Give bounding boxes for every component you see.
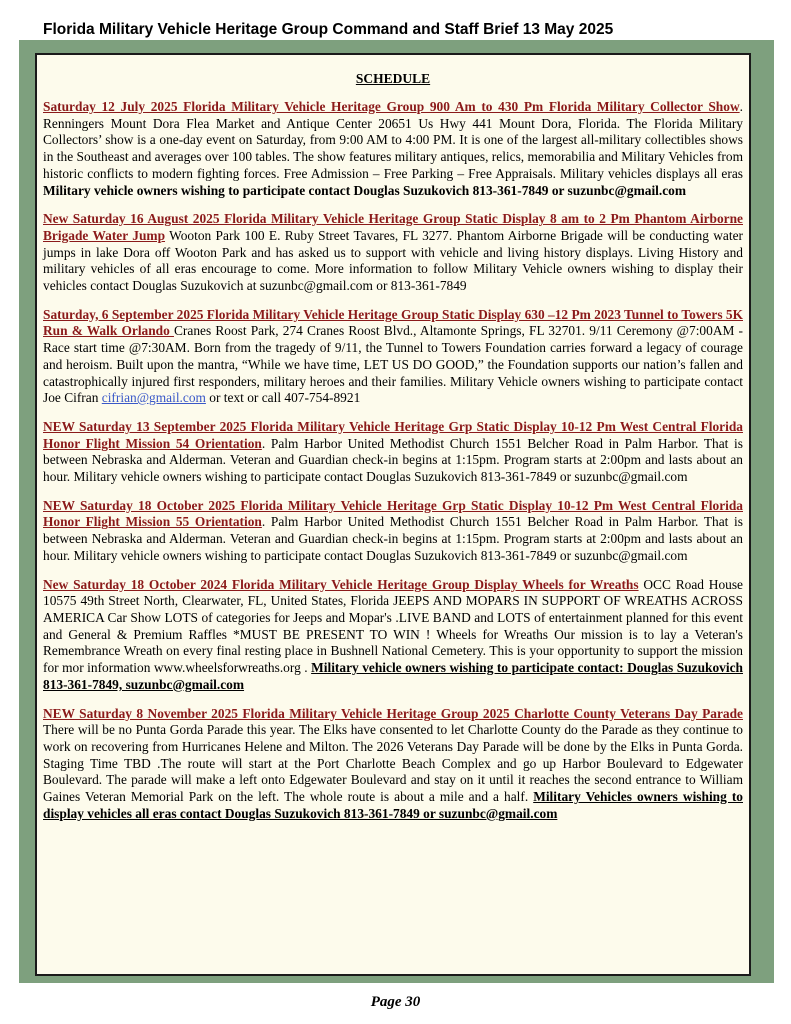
entry-body: Wooton Park 100 E. Ruby Street Tavares, FL 3277. Phantom Airborne Brigade will be conducting water jumps in lake Dora off Wooton Park and has asked us to support with vehicle and living history displays. Living History and military vehicles of all eras encourage to come. More information to follow Military Vehicle owners wishing to display their vehicles contact Douglas Suzukovich at suzunbc@gmail.com or 813-361-7849: [43, 227, 743, 294]
entry-title: New Saturday 18 October 2024 Florida Military Vehicle Heritage Group Display Wheels for Wreaths: [43, 576, 639, 592]
entry-body: OCC Road House 10575 49th Street North, Clearwater, FL, United States, Florida JEEPS AND MOPARS IN SUPPORT OF WREATHS ACROSS AMERICA Car Show LOTS of categories for Jeeps and Mopar's .LIVE BAND and LOTS of entertainment planned for this event and General & Premium Raffles *MUST BE PRESENT TO WIN ! Wheels for Wreaths Our mission is to lay a Veteran's Remembrance Wreath on every final resting place in Bushnell National Cemetery. This is your opportunity to support the mission for mor information www.wheelsforwreaths.org .: [43, 576, 744, 676]
page-header: [0, 0, 791, 40]
entry-title: New Saturday 16 August 2025 Florida Military Vehicle Heritage Group Static Display 8 am to 2 Pm Phantom Airborne Brigade Water Jump: [43, 211, 743, 243]
page-title: Florida Military Vehicle Heritage Group Command and Staff Brief 13 May 2025: [43, 21, 614, 38]
entry-title: Saturday 12 July 2025 Florida Military Vehicle Heritage Group 900 Am to 430 Pm Florida Military Collector Show: [43, 99, 740, 114]
content-panel: [35, 53, 751, 976]
page-number: Page 30: [370, 994, 421, 1010]
entry-contact: Military Vehicles owners wishing to display vehicles all eras contact Douglas Suzukovich 813-361-7849 or suzunbc@gmail.com: [43, 789, 743, 821]
schedule-entry: [43, 211, 743, 295]
entry-body: . Palm Harbor United Methodist Church 1551 Belcher Road in Palm Harbor. That is between Nebraska and Alderman. Veteran and Guardian check-in begins at 1:15pm. Program starts at 2:00pm and lasts about an hour. Military vehicle owners wishing to participate contact Douglas Suzukovich 813-361-7849 or suzunbc@gmail.com: [43, 435, 743, 485]
schedule-entry: [43, 498, 743, 565]
schedule-heading: SCHEDULE: [355, 71, 431, 86]
entry-title: NEW Saturday 8 November 2025 Florida Military Vehicle Heritage Group 2025 Charlotte County Veterans Day Parade: [43, 705, 743, 721]
entry-body: Cranes Roost Park, 274 Cranes Roost Blvd., Altamonte Springs, FL 32701. 9/11 Ceremony @7:00AM - Race start time @7:30AM. Born from the tragedy of 9/11, the Tunnel to Towers Foundation carries forward a legacy of courage and heroism. Built upon the mantra, “While we have time, LET US DO GOOD,” the Foundation supports our nation’s fallen and catastrophically injured first responders, military heroes and their families. Military Vehicle owners wishing to participate contact Joe Cifran: [43, 323, 744, 406]
entry-title: NEW Saturday 13 September 2025 Florida Military Vehicle Heritage Grp Static Display 10-12 Pm West Central Florida Honor Flight Mission 54 Orientation: [43, 418, 743, 451]
schedule-entry: [43, 419, 743, 486]
entry-contact: Military vehicle owners wishing to participate contact Douglas Suzukovich 813-361-7849 or suzunbc@gmail.com: [43, 182, 687, 198]
entry-tail: or text or call 407-754-8921: [205, 390, 361, 406]
schedule-entry: [43, 307, 743, 407]
schedule-entry: [43, 99, 743, 199]
entry-body: . Palm Harbor United Methodist Church 1551 Belcher Road in Palm Harbor. That is between Nebraska and Alderman. Veteran and Guardian check-in begins at 1:15pm. Program starts at 2:00pm and lasts about an hour. Military vehicle owners wishing to participate contact Douglas Suzukovich 813-361-7849 or suzunbc@gmail.com: [43, 514, 743, 563]
entry-body: There will be no Punta Gorda Parade this year. The Elks have consented to let Charlotte County do the Parade as they continue to work on recovering from Hurricanes Helene and Milton. The 2026 Veterans Day Parade will be done by the Elks in Punta Gorda. Staging Time TBD .The route will start at the Port Charlotte Beach Complex and go up Harbor Boulevard to Edgewater Boulevard. The parade will make a left onto Edgewater Boulevard and stay on it until it reaches the second entrance to William Gaines Veteran Memorial Park on the left. The whole route is about a mile and a half.: [43, 722, 743, 805]
email-link[interactable]: cifrian@gmail.com: [101, 390, 206, 406]
entry-body: . Renningers Mount Dora Flea Market and Antique Center 20651 Us Hwy 441 Mount Dora, Florida. The Florida Military Collectors’ show is a one-day event on Saturday, from 9:00 AM to 4:00 PM. It is one of the largest all-military collectibles shows in the Southeast and averages over 100 tables. The show features military antiques, relics, memorabilia and Military Vehicles from historic conflicts to modern fighting forces. Free Admission – Free Parking – Free Appraisals. Military vehicles displays all eras: [43, 99, 743, 181]
entry-title: Saturday, 6 September 2025 Florida Military Vehicle Heritage Group Static Display 630 –12 Pm 2023 Tunnel to Towers 5K Run & Walk Orlando: [43, 306, 743, 339]
entry-contact: Military vehicle owners wishing to participate contact: Douglas Suzukovich 813-361-7849, suzunbc@gmail.com: [43, 660, 743, 692]
schedule-entry: [43, 706, 743, 823]
entry-title: NEW Saturday 18 October 2025 Florida Military Vehicle Heritage Grp Static Display 10-12 Pm West Central Florida Honor Flight Mission 55 Orientation: [43, 497, 743, 530]
schedule-entry: [43, 577, 743, 694]
